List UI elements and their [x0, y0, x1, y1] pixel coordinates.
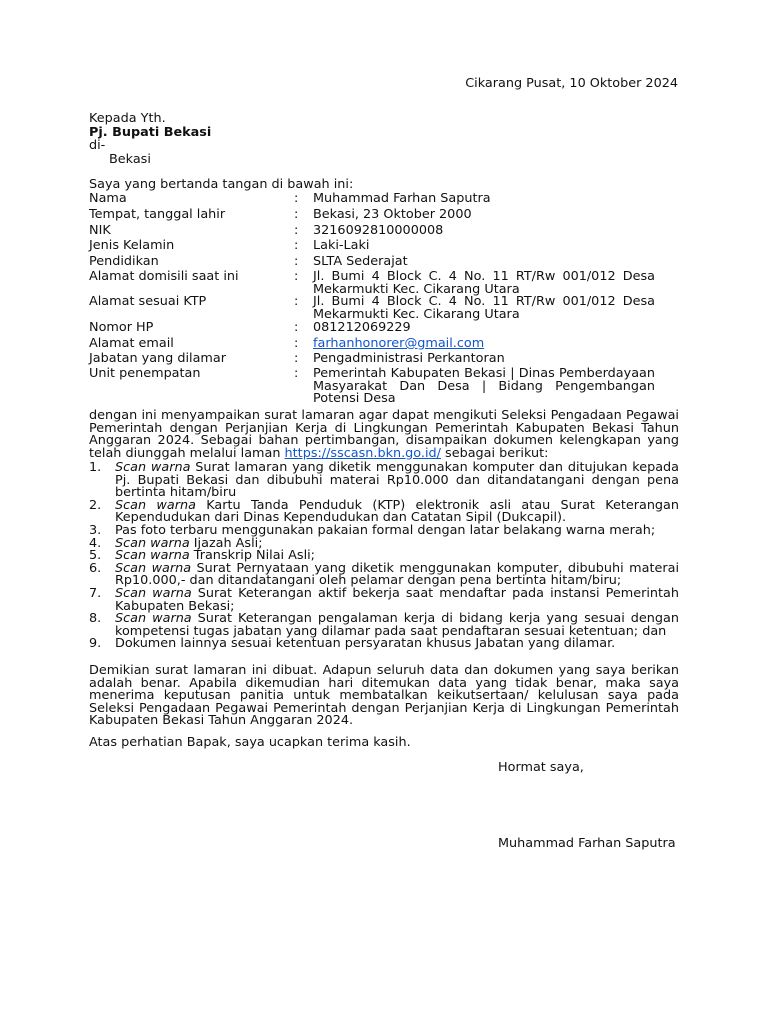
- document-list-item: [89, 638, 679, 651]
- document-list-item: [89, 585, 679, 614]
- list-item-scan-label: Scan warna: [115, 548, 190, 564]
- field-label: Alamat sesuai KTP: [89, 294, 207, 309]
- list-item-number: 5.: [89, 548, 102, 564]
- closing-paragraph: Demikian surat lamaran ini dibuat. Adapun seluruh data dan dokumen yang saya berikan adalah benar. Apabila dikemudian hari ditemukan data yang tidak benar, maka saya menerima keputusan panitia untuk membatalkan keikutsertaan/ kelulusan saya pada Seleksi Pengadaan Pegawai Pemerintah dengan Perjanjian Kerja di Lingkungan Pemerintah Kabupaten Bekasi Tahun Anggaran 2024.: [89, 663, 679, 729]
- document-list-item: [89, 613, 679, 638]
- field-label: Nama: [89, 191, 127, 206]
- signer-name: Muhammad Farhan Saputra: [498, 836, 676, 851]
- field-value: 081212069229: [313, 320, 411, 335]
- list-item-scan-label: Scan warna: [115, 585, 192, 601]
- list-item-text: Surat Keterangan pengalaman kerja di bidang kerja yang sesuai dengan kompetensi tugas jabatan yang dilamar pada saat pendaftaran sesuai ketentuan; dan: [115, 611, 679, 639]
- list-item-scan-label: Scan warna: [115, 497, 196, 513]
- list-item-number: 3.: [89, 522, 102, 538]
- list-item-scan-label: Scan warna: [115, 535, 190, 551]
- list-item-text: Surat Keterangan aktif bekerja saat mendaftar pada instansi Pemerintah Kabupaten Bekasi;: [115, 585, 679, 614]
- recipient-name: Pj. Bupati Bekasi: [89, 124, 212, 140]
- field-label: Alamat domisili saat ini: [89, 269, 239, 284]
- list-item-scan-label: Scan warna: [115, 611, 192, 627]
- body-text-after-link: sebagai berikut:: [440, 445, 549, 461]
- list-item-text: Transkrip Nilai Asli;: [189, 548, 315, 564]
- field-colon: :: [294, 294, 299, 309]
- email-link[interactable]: farhanhonorer@gmail.com: [313, 336, 485, 351]
- field-value: 3216092810000008: [313, 223, 444, 238]
- list-item-text: Surat lamaran yang diketik menggunakan komputer dan ditujukan kepada Pj. Bupati Bekasi dan dibubuhi materai Rp10.000 dan ditandatangani dengan pena bertinta hitam/biru: [115, 460, 679, 501]
- list-item-number: 1.: [89, 460, 102, 475]
- document-list-item: [89, 560, 679, 589]
- list-item-text: Ijazah Asli;: [189, 535, 263, 551]
- field-value: Jl. Bumi 4 Block C. 4 No. 11 RT/Rw 001/012 Desa Mekarmukti Kec. Cikarang Utara: [313, 269, 655, 297]
- letter-date: Cikarang Pusat, 10 Oktober 2024: [465, 76, 678, 91]
- field-label: NIK: [89, 223, 111, 238]
- list-item-text: Surat Pernyataan yang diketik menggunakan komputer, dibubuhi materai Rp10.000,- dan ditandatangani oleh pelamar dengan pena bertinta hitam/biru;: [115, 560, 679, 589]
- field-colon: :: [294, 207, 299, 222]
- field-value: Laki-Laki: [313, 238, 370, 253]
- recipient-city: Bekasi: [109, 151, 151, 167]
- field-colon: :: [294, 223, 299, 238]
- thanks-line: Atas perhatian Bapak, saya ucapkan terima kasih.: [89, 735, 411, 750]
- field-value: Pengadministrasi Perkantoran: [313, 351, 505, 366]
- field-colon: :: [294, 336, 299, 351]
- field-label: Nomor HP: [89, 320, 154, 335]
- field-label: Jenis Kelamin: [89, 238, 175, 253]
- field-colon: :: [294, 320, 299, 335]
- field-label: Tempat, tanggal lahir: [89, 207, 226, 222]
- field-colon: :: [294, 351, 299, 366]
- field-colon: :: [294, 191, 299, 206]
- field-label: Jabatan yang dilamar: [89, 351, 226, 366]
- field-label: Pendidikan: [89, 254, 159, 269]
- list-item-number: 8.: [89, 611, 102, 627]
- field-colon: :: [294, 238, 299, 253]
- field-value: Muhammad Farhan Saputra: [313, 191, 491, 206]
- list-item-scan-label: Scan warna: [115, 460, 191, 475]
- body-paragraph: [89, 410, 679, 460]
- field-colon: :: [294, 254, 299, 269]
- recipient-greeting: Kepada Yth.: [89, 111, 166, 126]
- list-item-scan-label: Scan warna: [115, 560, 192, 576]
- list-item-number: 7.: [89, 585, 102, 601]
- field-value: SLTA Sederajat: [313, 254, 408, 269]
- document-list-item: [89, 497, 680, 526]
- list-item-text: Dokumen lainnya sesuai ketentuan persyaratan khusus Jabatan yang dilamar.: [115, 636, 616, 652]
- recipient-di: di-: [89, 138, 106, 153]
- field-colon: :: [294, 366, 299, 381]
- body-text-before-link: dengan ini menyampaikan surat lamaran agar dapat mengikuti Seleksi Pengadaan Pegawai Pemerintah dengan Perjanjian Kerja di Lingkungan Pemerintah Kabupaten Bekasi Tahun Anggaran 2024. Sebagai bahan pertimbangan, disampaikan dokumen kelengkapan yang telah diunggah melalui laman: [89, 408, 679, 461]
- document-list: [89, 462, 679, 651]
- list-item-number: 9.: [89, 636, 102, 652]
- list-item-number: 2.: [89, 497, 102, 513]
- field-value: Jl. Bumi 4 Block C. 4 No. 11 RT/Rw 001/012 Desa Mekarmukti Kec. Cikarang Utara: [313, 294, 655, 322]
- field-colon: :: [294, 269, 299, 284]
- list-item-text: Pas foto terbaru menggunakan pakaian formal dengan latar belakang warna merah;: [115, 522, 656, 538]
- list-item-number: 6.: [89, 560, 102, 576]
- list-item-number: 4.: [89, 535, 102, 551]
- recipient-block: [89, 112, 211, 166]
- field-label: Unit penempatan: [89, 366, 201, 381]
- sscasn-link[interactable]: https://sscasn.bkn.go.id/: [284, 445, 441, 461]
- field-value: Bekasi, 23 Oktober 2000: [313, 207, 472, 222]
- sign-off: Hormat saya,: [498, 760, 584, 775]
- field-label: Alamat email: [89, 336, 174, 351]
- list-item-text: Kartu Tanda Penduduk (KTP) elektronik asli atau Surat Keterangan Kependudukan dari Dinas Kependudukan dan Catatan Sipil (Dukcapil).: [115, 497, 680, 526]
- document-list-item: [89, 462, 679, 500]
- intro-line: Saya yang bertanda tangan di bawah ini:: [89, 177, 354, 192]
- field-value: Pemerintah Kabupaten Bekasi | Dinas Pemberdayaan Masyarakat Dan Desa | Bidang Pengembangan Potensi Desa: [313, 366, 655, 407]
